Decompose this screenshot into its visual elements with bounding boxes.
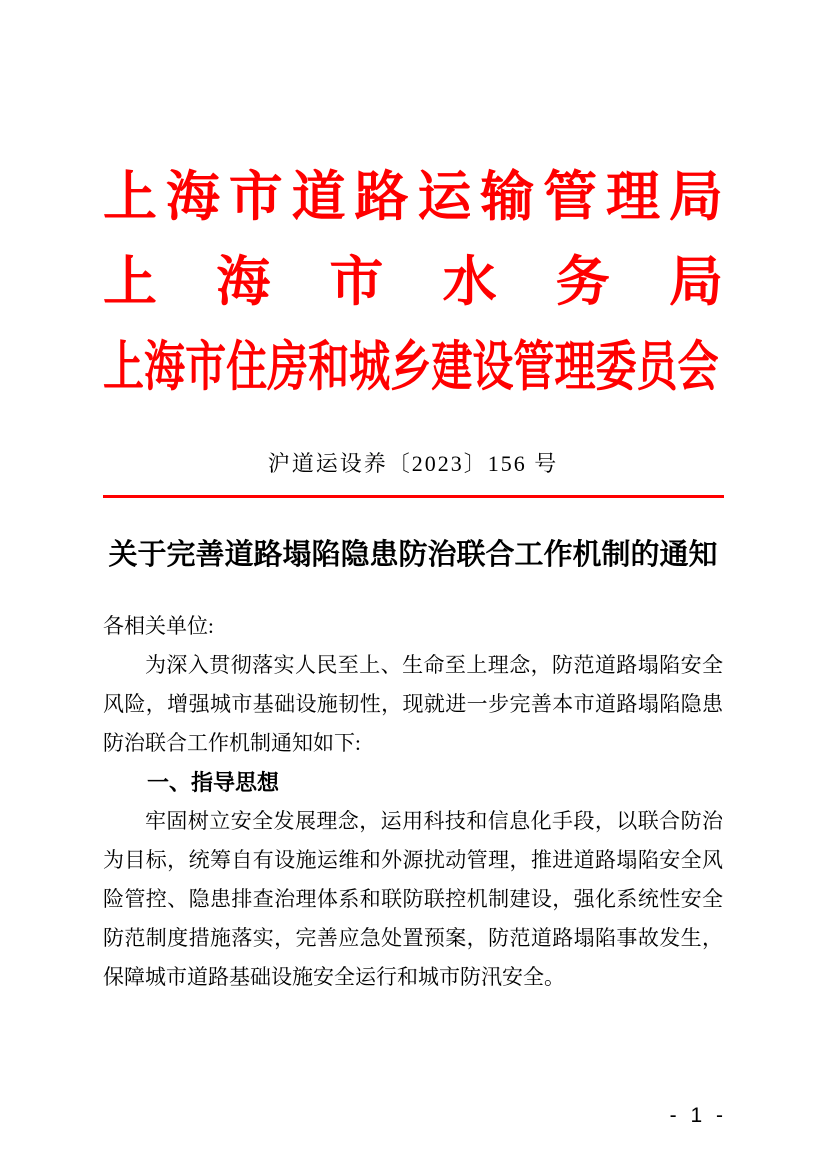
document-number: 沪道运设养〔2023〕156 号 [267, 451, 559, 476]
agency-name-water-affairs: 上 海 市 水 务 局 [103, 252, 723, 312]
document-body [103, 607, 723, 997]
agency-name-housing-construction-text: 上海市住房和城乡建设管理委员会 [103, 337, 719, 397]
salutation: 各相关单位: [103, 614, 214, 638]
agency-name-housing-construction [103, 320, 723, 405]
intro-paragraph: 为深入贯彻落实人民至上、生命至上理念，防范道路塌陷安全风险，增强城市基础设施韧性，现就进一步完善本市道路塌陷隐患防治联合工作机制通知如下: [103, 653, 723, 755]
agency-name-road-transport: 上 海 市 道 路 运 输 管 理 局 [103, 167, 723, 227]
letterhead [103, 150, 723, 405]
section-1-body: 牢固树立安全发展理念，运用科技和信息化手段，以联合防治为目标，统筹自有设施运维和外源扰动管理，推进道路塌陷安全风险管控、隐患排查治理体系和联防联控机制建设，强化系统性安全防范制度措施落实，完善应急处置预案，防范道路塌陷事故发生，保障城市道路基础设施安全运行和城市防汛安全。 [103, 809, 723, 989]
section-1-heading: 一、指导思想 [147, 770, 280, 795]
page-number: - 1 - [669, 1104, 727, 1127]
red-divider-line [103, 495, 724, 498]
document-title: 关于完善道路塌陷隐患防治联合工作机制的通知 [108, 539, 718, 571]
